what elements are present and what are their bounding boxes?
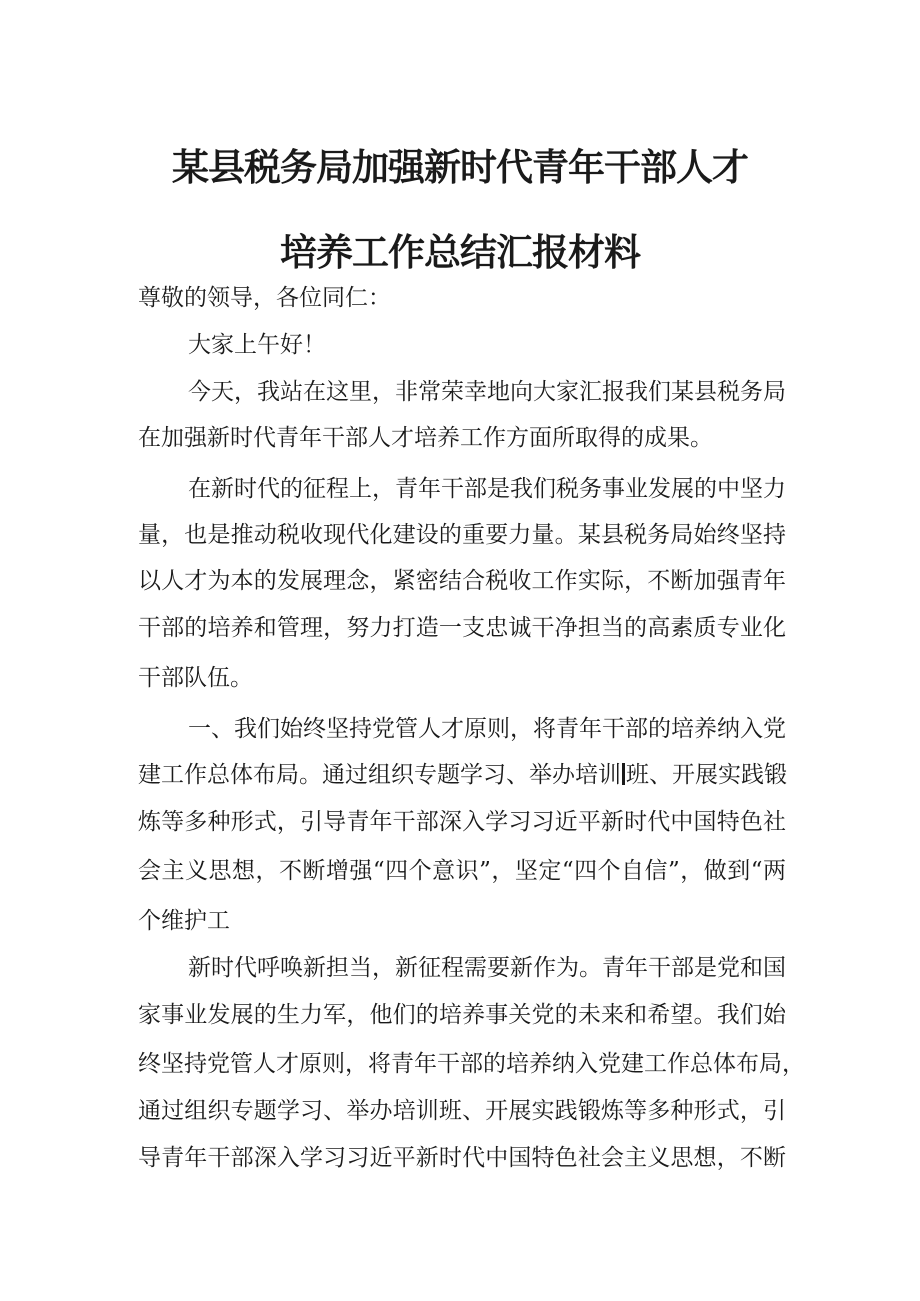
text-cursor-mark <box>622 763 625 785</box>
paragraph-4-line-1: 新时代呼唤新担当，新征程需要新作为。青年干部是党和国 <box>188 955 786 981</box>
paragraph-2-line-2: 量，也是推动税收现代化建设的重要力量。某县税务局始终坚持 <box>138 522 786 548</box>
paragraph-4-line-2: 家事业发展的生力军，他们的培养事关党的未来和希望。我们始 <box>138 1002 786 1028</box>
paragraph-4-line-3: 终坚持党管人才原则，将青年干部的培养纳入党建工作总体布局， <box>138 1051 805 1077</box>
paragraph-3-line-2-part-2: 班、开展实践锻 <box>626 762 787 788</box>
paragraph-3-line-2 <box>138 760 786 790</box>
greeting: 大家上午好！ <box>188 332 326 358</box>
salutation: 尊敬的领导，各位同仁： <box>138 285 391 311</box>
paragraph-3-line-1: 一、我们始终坚持党管人才原则，将青年干部的培养纳入党 <box>188 716 786 742</box>
paragraph-2-line-5: 干部队伍。 <box>138 665 253 691</box>
paragraph-3-line-5: 个维护工 <box>138 908 230 934</box>
paragraph-2-line-3: 以人才为本的发展理念，紧密结合税收工作实际，不断加强青年 <box>138 568 786 594</box>
document-title-line-1: 某县税务局加强新时代青年干部人才 <box>172 146 748 189</box>
paragraph-3-line-4: 会主义思想，不断增强“四个意识”，坚定“四个自信”，做到“两 <box>138 858 786 884</box>
document-title-line-2: 培养工作总结汇报材料 <box>280 231 640 274</box>
paragraph-1-line-2: 在加强新时代青年干部人才培养工作方面所取得的成果。 <box>138 425 713 451</box>
paragraph-1-line-1: 今天，我站在这里，非常荣幸地向大家汇报我们某县税务局 <box>188 379 786 405</box>
paragraph-3-line-2-part-1: 建工作总体布局。通过组织专题学习、举办培训 <box>138 762 621 788</box>
paragraph-2-line-1: 在新时代的征程上，青年干部是我们税务事业发展的中坚力 <box>188 476 786 502</box>
paragraph-4-line-4: 通过组织专题学习、举办培训班、开展实践锻炼等多种形式，引 <box>138 1098 786 1124</box>
paragraph-4-line-5: 导青年干部深入学习习近平新时代中国特色社会主义思想，不断 <box>138 1145 786 1171</box>
paragraph-2-line-4: 干部的培养和管理，努力打造一支忠诚干净担当的高素质专业化 <box>138 615 786 641</box>
paragraph-3-line-3: 炼等多种形式，引导青年干部深入学习习近平新时代中国特色社 <box>138 809 786 835</box>
